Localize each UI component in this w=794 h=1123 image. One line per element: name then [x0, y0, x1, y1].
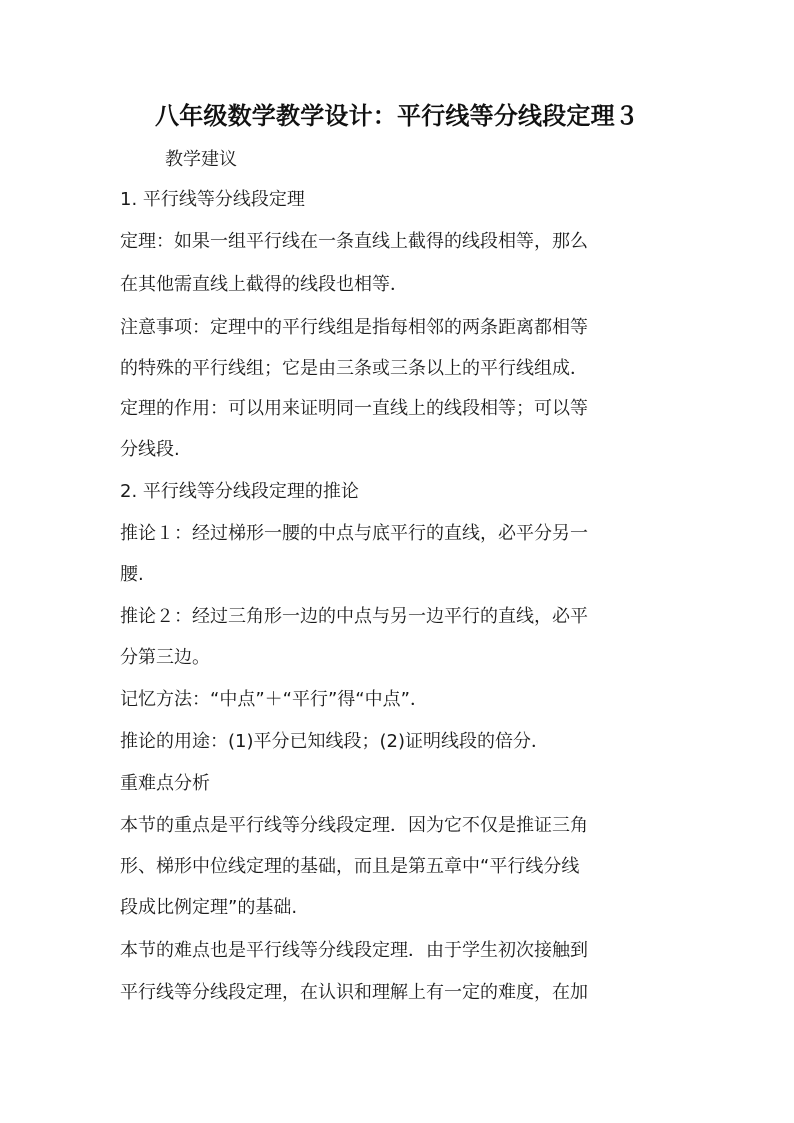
paragraph-line: 定理的作用：可以用来证明同一直线上的线段相等；可以等 — [120, 398, 588, 419]
paragraph-line: 段成比例定理”的基础. — [120, 897, 298, 918]
paragraph-line: 腰. — [120, 564, 144, 585]
paragraph-line: 分线段. — [120, 439, 180, 460]
paragraph-line: 的特殊的平行线组；它是由三条或三条以上的平行线组成． — [120, 358, 588, 379]
paragraph-line: 定理：如果一组平行线在一条直线上截得的线段相等，那么 — [120, 231, 588, 252]
paragraph-line: 形、梯形中位线定理的基础，而且是第五章中“平行线分线 — [120, 856, 580, 877]
section-heading-key-difficulties: 重难点分析 — [120, 773, 210, 794]
paragraph-line: 推论２：经过三角形一边的中点与另一边平行的直线，必平 — [120, 606, 588, 627]
paragraph-line: 注意事项：定理中的平行线组是指每相邻的两条距离都相等 — [120, 317, 588, 338]
document-title: 八年级数学教学设计：平行线等分线段定理３ — [155, 102, 639, 130]
paragraph-line: 记忆方法：“中点”＋“平行”得“中点”． — [120, 689, 428, 710]
section-heading-corollary: 2. 平行线等分线段定理的推论 — [120, 481, 359, 502]
paragraph-line: 推论１：经过梯形一腰的中点与底平行的直线，必平分另一 — [120, 523, 588, 544]
section-heading-theorem: 1. 平行线等分线段定理 — [120, 189, 305, 210]
paragraph-line: 平行线等分线段定理，在认识和理解上有一定的难度，在加 — [120, 982, 588, 1003]
paragraph-line: 推论的用途：(1)平分已知线段；(2)证明线段的倍分． — [120, 731, 549, 752]
paragraph-line: 在其他需直线上截得的线段也相等． — [120, 274, 408, 295]
paragraph-line: 本节的难点也是平行线等分线段定理．由于学生初次接触到 — [120, 940, 588, 961]
section-heading-teaching-suggestions: 教学建议 — [165, 149, 237, 170]
paragraph-line: 分第三边。 — [120, 647, 210, 668]
paragraph-line: 本节的重点是平行线等分线段定理．因为它不仅是推证三角 — [120, 815, 588, 836]
